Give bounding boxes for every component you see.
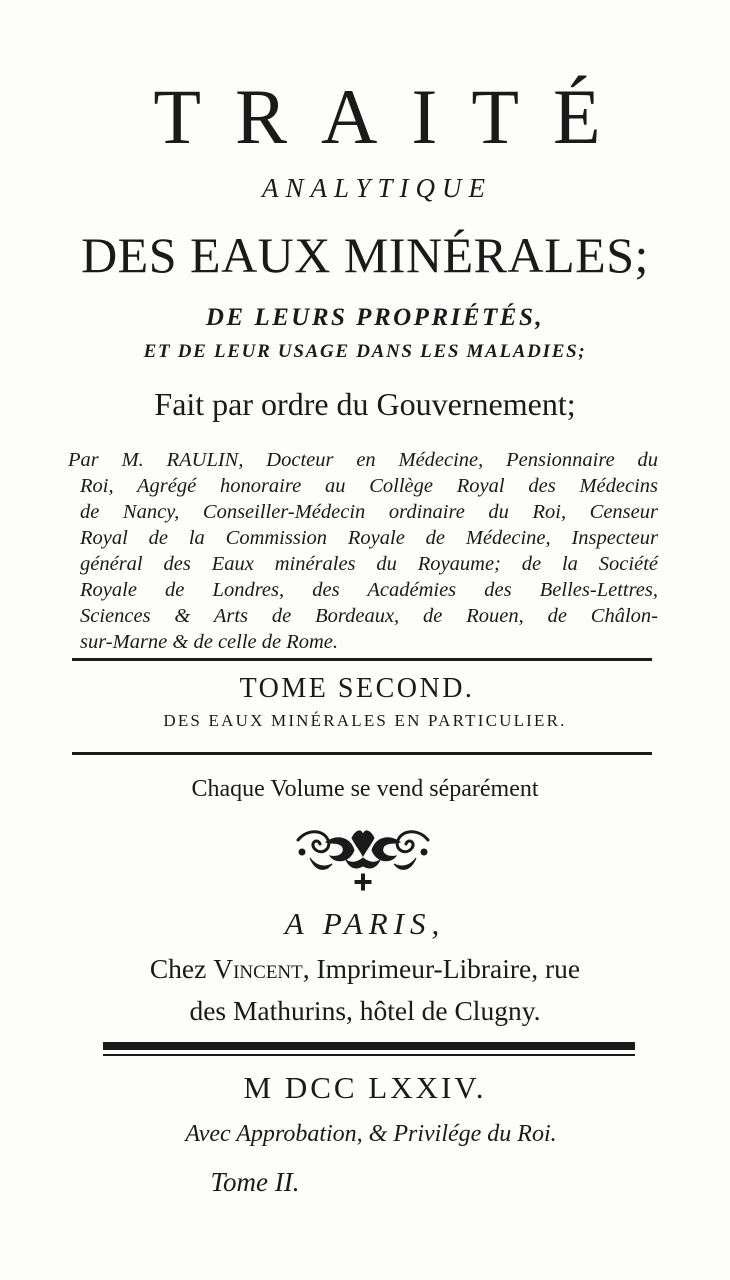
subtitle-analytique: ANALYTIQUE [262, 173, 492, 203]
tome-label: Tome II. [210, 1167, 300, 1197]
volume-subject: DES EAUX MINÉRALES EN PARTICULIER. [163, 711, 567, 730]
fleuron-ornament-icon [290, 822, 436, 894]
divider-rule [72, 658, 652, 661]
imprint-address: des Mathurins, hôtel de Clugny. [189, 995, 541, 1026]
author-block [68, 447, 658, 655]
subtitle-proprietes: DE LEURS PROPRIÉTÉS, [205, 304, 545, 331]
double-rule-thick [103, 1042, 635, 1050]
imprint-printer-line [0, 953, 730, 985]
commission-line: Fait par ordre du Gouvernement; [154, 386, 576, 422]
main-title: TRAITÉ [153, 73, 635, 160]
topic-title: DES EAUX MINÉRALES; [81, 227, 649, 283]
subtitle-usage: ET DE LEUR USAGE DANS LES MALADIES; [143, 341, 587, 362]
privilege-line: Avec Approbation, & Privilége du Roi. [185, 1121, 557, 1147]
divider-rule [72, 752, 652, 755]
author-line: Roi, Agrégé honoraire au Collège Royal des Médecins [80, 475, 658, 497]
sale-note: Chaque Volume se vend séparément [191, 776, 539, 802]
author-line: général des Eaux minérales du Royaume; de la Société [80, 553, 658, 575]
tome-heading: TOME SECOND. [239, 673, 475, 704]
printer-prefix: Chez [149, 953, 214, 984]
author-line: Royal de la Commission Royale de Médecine, Inspecteur [80, 527, 658, 549]
double-rule-thin [103, 1054, 635, 1056]
imprint-city: A PARIS, [284, 906, 446, 941]
author-line: de Nancy, Conseiller-Médecin ordinaire du Roi, Censeur [80, 501, 658, 523]
author-line: Royale de Londres, des Académies des Belles-Lettres, [80, 579, 658, 601]
printer-suffix: , Imprimeur-Libraire, rue [302, 953, 581, 984]
author-line: sur-Marne & de celle de Rome. [80, 631, 339, 653]
author-line: Par M. RAULIN, Docteur en Médecine, Pensionnaire du [68, 449, 658, 471]
author-line: Sciences & Arts de Bordeaux, de Rouen, de Châlon- [80, 605, 658, 627]
imprint-date: M DCC LXXIV. [243, 1070, 487, 1105]
printer-name: Vincent [213, 953, 303, 984]
